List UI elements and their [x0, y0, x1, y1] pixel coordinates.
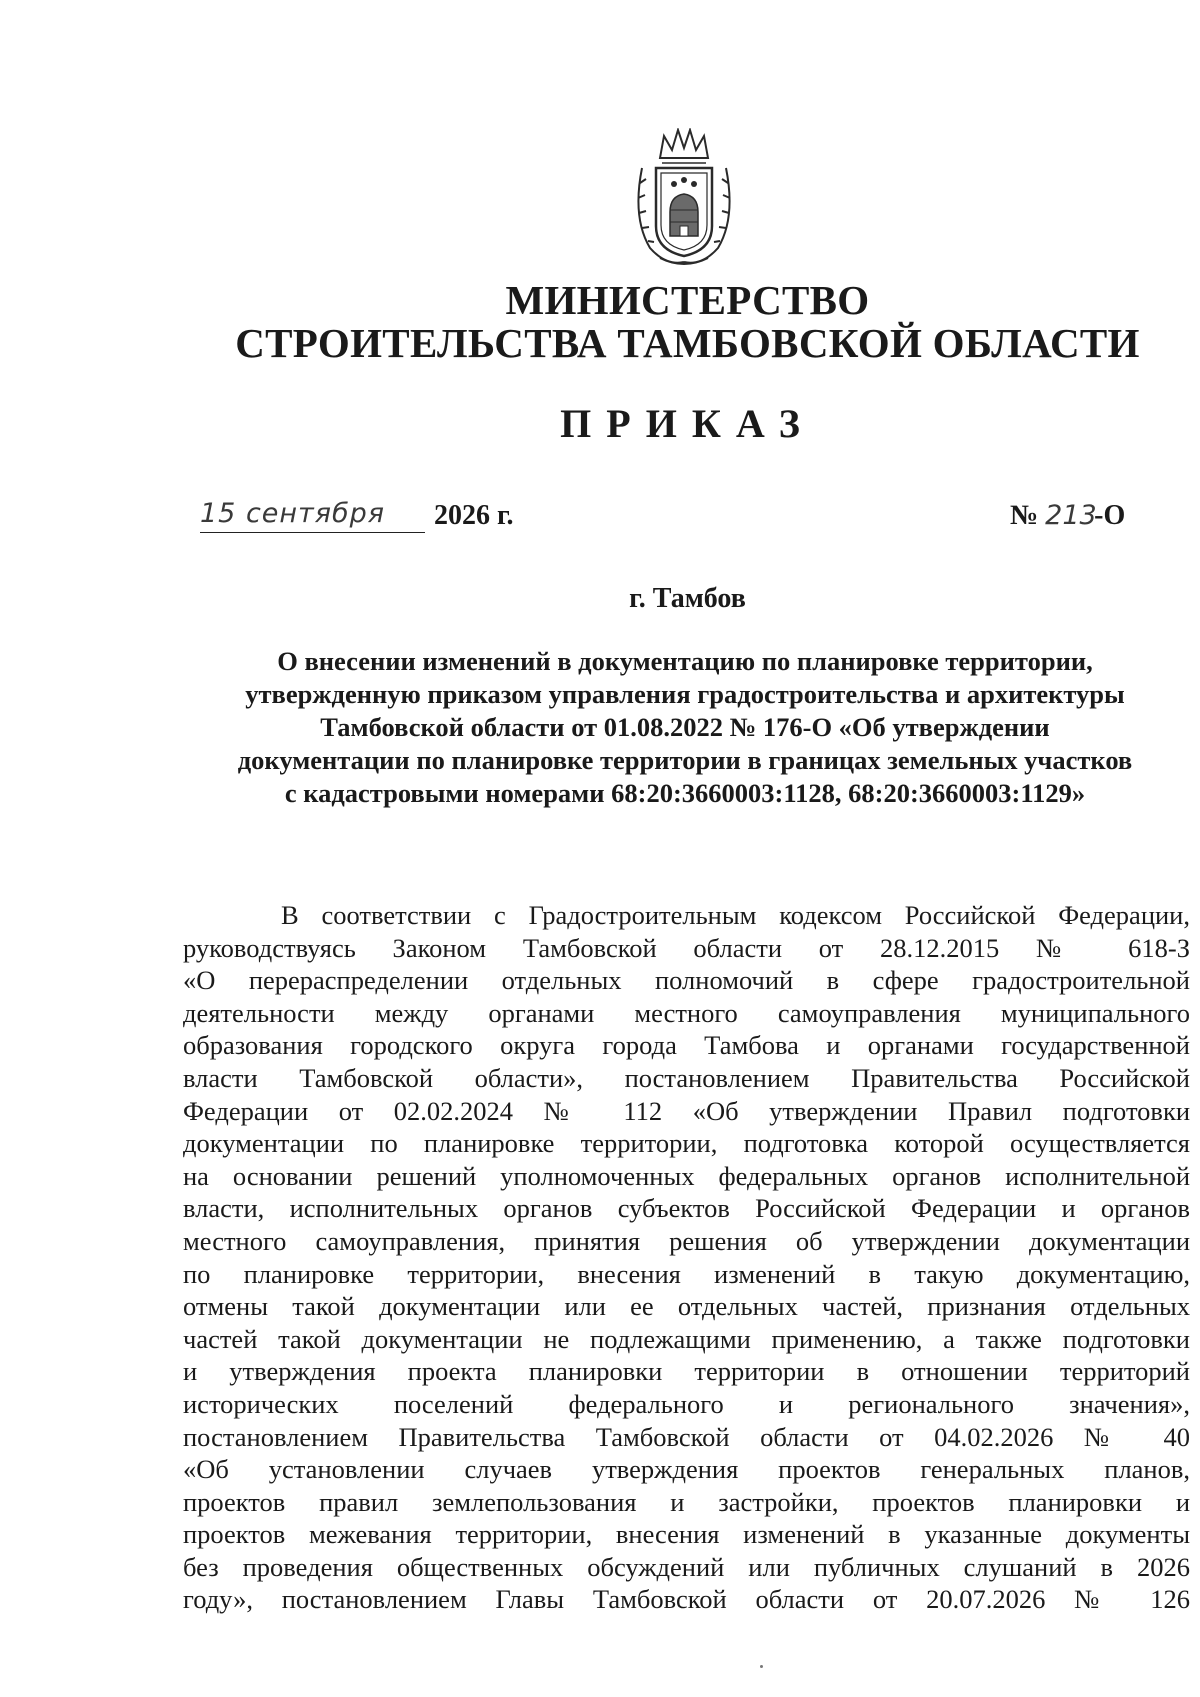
subject-line: с кадастровыми номерами 68:20:3660003:1128, 68:20:3660003:1129»: [284, 778, 1086, 808]
body-line: местного самоуправления, принятия решения об утверждении документации: [183, 1225, 1190, 1256]
ministry-name-line1: МИНИСТЕРСТВО: [505, 277, 870, 323]
body-line: исторических поселений федерального и регионального значения»,: [183, 1388, 1190, 1419]
body-line: году», постановлением Главы Тамбовской области от 20.07.2026 № 126: [183, 1584, 1190, 1615]
number-suffix: -О: [1094, 500, 1126, 531]
body-line: на основании решений уполномоченных федеральных органов исполнительной: [183, 1160, 1190, 1191]
scan-speck: [760, 1665, 763, 1668]
body-line: частей такой документации не подлежащими применению, а также подготовки: [183, 1323, 1190, 1354]
ministry-name-line2: СТРОИТЕЛЬСТВА ТАМБОВСКОЙ ОБЛАСТИ: [235, 320, 1140, 366]
date-underline: [200, 532, 425, 533]
subject-line: утвержденную приказом управления градостроительства и архитектуры: [245, 679, 1125, 709]
number-handwritten: 213: [1045, 500, 1097, 531]
body-line: Федерации от 02.02.2024 № 112 «Об утверждении Правил подготовки: [183, 1095, 1190, 1126]
body-line: проектов правил землепользования и застройки, проектов планировки и: [183, 1486, 1190, 1517]
body-line: В соответствии с Градостроительным кодексом Российской Федерации,: [281, 900, 1190, 930]
body-line: образования городского округа города Тамбова и органами государственной: [183, 1030, 1190, 1061]
body-paragraph: [183, 899, 1190, 1616]
subject-line: О внесении изменений в документацию по планировке территории,: [277, 646, 1093, 676]
body-line: и утверждения проекта планировки территории в отношении территорий: [183, 1356, 1190, 1387]
city-name: г. Тамбов: [629, 583, 746, 614]
body-line: власти Тамбовской области», постановлением Правительства Российской: [183, 1062, 1190, 1093]
body-line: проектов межевания территории, внесения изменений в указанные документы: [183, 1519, 1190, 1550]
body-line: власти, исполнительных органов субъектов Российской Федерации и органов: [183, 1193, 1190, 1224]
body-line: постановлением Правительства Тамбовской области от 04.02.2026 № 40: [183, 1421, 1190, 1452]
order-title: ПРИКАЗ: [560, 401, 815, 446]
body-line: «Об установлении случаев утверждения проектов генеральных планов,: [183, 1454, 1190, 1485]
order-number: [1010, 500, 1125, 532]
body-line: отмены такой документации или ее отдельных частей, признания отдельных: [183, 1291, 1190, 1322]
body-line: «О перераспределении отдельных полномочий в сфере градостроительной: [183, 965, 1190, 996]
tambov-coat-of-arms-icon: [630, 128, 738, 270]
order-subject: [180, 645, 1190, 810]
body-line: деятельности между органами местного самоуправления муниципального: [183, 997, 1190, 1028]
date-handwritten: 15 сентября: [200, 498, 386, 529]
body-line: без проведения общественных обсуждений или публичных слушаний в 2026: [183, 1551, 1190, 1582]
subject-line: документации по планировке территории в границах земельных участков: [237, 745, 1133, 775]
date-year: 2026 г.: [434, 500, 514, 531]
body-line: по планировке территории, внесения изменений в такую документацию,: [183, 1258, 1190, 1289]
body-line: руководствуясь Законом Тамбовской области от 28.12.2015 № 618-З: [183, 932, 1190, 963]
subject-line: Тамбовской области от 01.08.2022 № 176-О «Об утверждении: [320, 712, 1050, 742]
order-date: [200, 498, 540, 538]
body-line: документации по планировке территории, подготовка которой осуществляется: [183, 1128, 1190, 1159]
number-prefix: №: [1010, 500, 1039, 531]
